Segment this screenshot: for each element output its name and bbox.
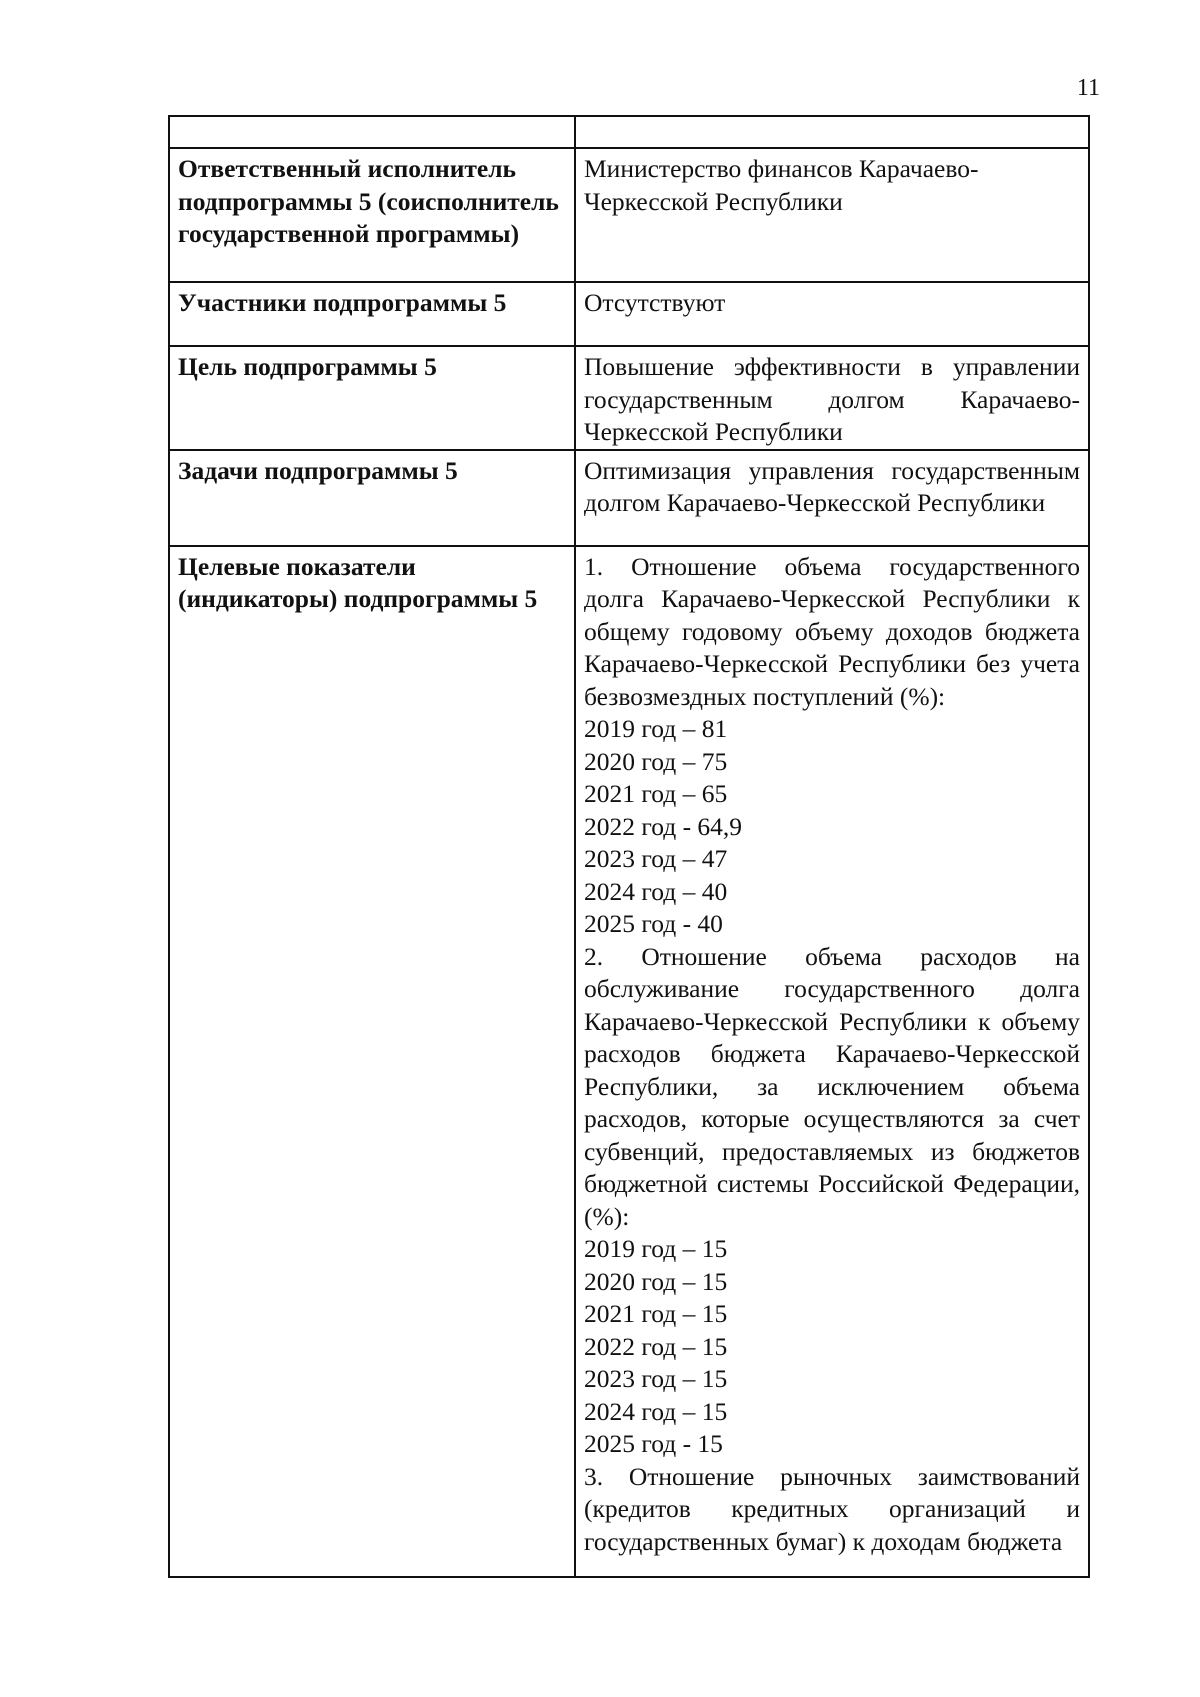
table-cell-label <box>169 450 575 546</box>
indicator-year: 2023 год – 47 <box>584 844 728 873</box>
table-row-goal <box>169 346 1089 450</box>
row-label: Целевые показатели (индикаторы) подпрограммы 5 <box>178 551 538 613</box>
row-value: Министерство финансов Карачаево-Черкесской Республики <box>584 154 979 216</box>
indicator-year: 2020 год – 15 <box>584 1266 728 1296</box>
row-label: Цель подпрограммы 5 <box>178 352 437 381</box>
table-row-responsible <box>169 148 1089 282</box>
table-row-indicators <box>169 546 1089 1577</box>
table-cell-label <box>169 546 575 1577</box>
table-cell-label <box>169 282 575 346</box>
table-cell-value <box>575 346 1089 450</box>
indicator-text: 3. Отношение рыночных заимствований (кредитов кредитных организаций и государственных бумаг) к доходам бюджета <box>584 1461 1080 1556</box>
table-cell <box>169 116 575 148</box>
table-cell-value <box>575 282 1089 346</box>
table-cell-label <box>169 148 575 282</box>
row-label: Задачи подпрограммы 5 <box>178 455 458 485</box>
table-cell <box>575 116 1089 148</box>
page-number: 11 <box>1076 75 1100 101</box>
row-value: Повышение эффективности в управлении государственным долгом Карачаево-Черкесской Республики <box>584 352 1080 446</box>
table-row-tasks <box>169 450 1089 546</box>
indicator-year: 2019 год – 15 <box>584 1234 728 1263</box>
indicator-year: 2021 год – 15 <box>584 1299 728 1328</box>
row-label: Участники подпрограммы 5 <box>178 288 507 317</box>
passport-table <box>168 115 1090 1578</box>
indicator-year: 2022 год – 15 <box>584 1331 728 1361</box>
indicator-year: 2023 год – 15 <box>584 1364 728 1393</box>
indicator-text: 1. Отношение объема государственного долга Карачаево-Черкесской Республики к общему годовому объему доходов бюджета Карачаево-Черкесской Республики без учета безвозмездных поступлений (%): <box>584 551 1080 711</box>
table-cell-value <box>575 450 1089 546</box>
indicator-year: 2021 год – 65 <box>584 779 728 808</box>
table-row-empty <box>169 116 1089 148</box>
row-value: Оптимизация управления государственным долгом Карачаево-Черкесской Республики <box>584 455 1080 517</box>
table-cell-value <box>575 148 1089 282</box>
indicator-year: 2025 год - 15 <box>584 1429 723 1458</box>
indicator-year: 2024 год – 15 <box>584 1396 728 1426</box>
table-cell-label <box>169 346 575 450</box>
table-row-participants <box>169 282 1089 346</box>
indicator-year: 2025 год - 40 <box>584 909 723 938</box>
indicator-year: 2022 год - 64,9 <box>584 811 743 841</box>
indicator-year: 2019 год – 81 <box>584 714 728 743</box>
indicator-year: 2024 год – 40 <box>584 876 728 906</box>
row-label: Ответственный исполнитель подпрограммы 5 (соисполнитель государственной программы) <box>178 154 559 248</box>
table-cell-value <box>575 546 1089 1577</box>
indicator-year: 2020 год – 75 <box>584 746 728 776</box>
indicator-text: 2. Отношение объема расходов на обслуживание государственного долга Карачаево-Черкесской Республики к объему расходов бюджета Карачаево-Черкесской Республики, за исключением объема расходов, которые осуществляются за счет субвенций, предоставляемых из бюджетов бюджетной системы Российской Федерации, (%): <box>584 941 1080 1231</box>
row-value: Отсутствуют <box>584 288 726 317</box>
